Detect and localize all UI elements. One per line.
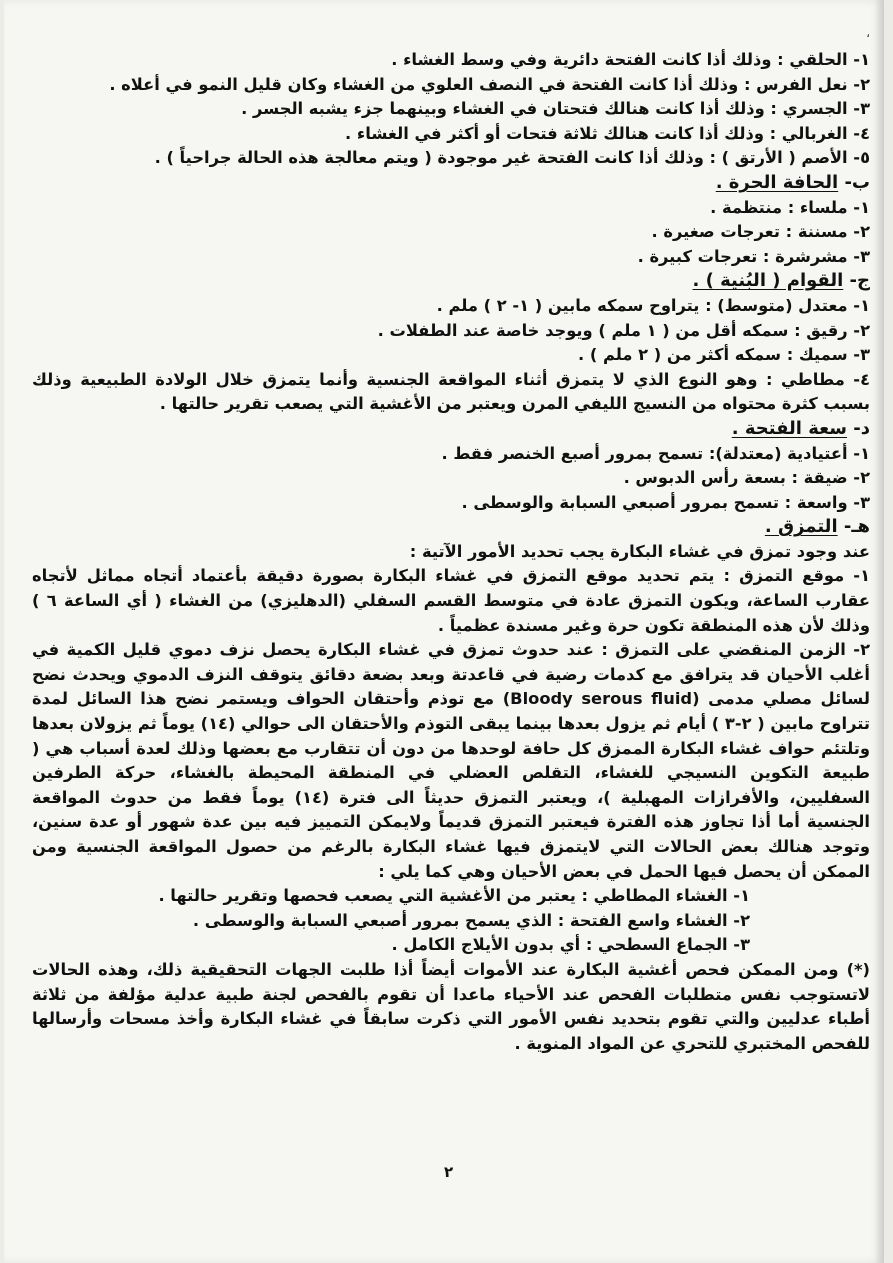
heading-title: سعة الفتحة . — [731, 417, 848, 439]
paragraph-text: مع توذم وأحتقان الحواف ويستمر نضح هذا السائل لمدة تتراوح مابين ( ٢-٣ ) أيام ثم يزول بعدها بينما يبقى التوذم والأحتقان الى حوالي (١٤) يوماً ثم يزولان بعدها وتلتئم حواف غشاء البكارة الممزق كل حافة لوحدها من دون أن تتقارب مع بعضها وذلك لعدة أسباب هي ( طبيعة التكوين النسيجي للغشاء، التقلص العضلي في المنطقة المحيطة بالغشاء، حركة الطرفين السفليين، والأفرازات المهبلية )، ويعتبر التمزق حديثاً الى فترة (١٤) يوماً فقط من حدوث المواقعة الجنسية أما أذا تجاوز هذه الفترة فيعتبر التمزق قديماً ولايمكن التمييز فيه بين عدة شهور أو عدة سنين، وتوجد هنالك بعض الحالات التي لايتمزق فيها غشاء البكارة بالرغم من حصول المواقعة الجنسية ومن الممكن أن يحصل فيها الحمل في بعض الأحيان وهي كما يلي : — [32, 689, 871, 881]
heading-title: الحافة الحرة . — [715, 171, 839, 193]
list-item: ١- الغشاء المطاطي : يعتبر من الأغشية التي يصعب فحصها وتقرير حالتها . — [158, 886, 750, 906]
heading-prefix: ج- — [843, 270, 870, 292]
section-heading-opening-width — [32, 417, 870, 442]
english-term: (Bloody serous fluid) — [502, 689, 700, 709]
list-item: ٢- رقيق : سمكه أقل من ( ١ ملم ) ويوجد خاصة عند الطفلات . — [377, 320, 870, 340]
tear-location-paragraph: ١- موقع التمزق : يتم تحديد موقع التمزق في غشاء البكارة بصورة دقيقة بأعتماد أتجاه مماثل لأتجاه عقارب الساعة، ويكون التمزق عادة في متوسط القسم السفلي (الدهليزي) من الغشاء ( أي الساعة ٦ ) وذلك لأن هذه المنطقة تكون حرة وغير مسندة عظمياً . — [32, 566, 871, 635]
list-item: ٢- ضيقة : بسعة رأس الدبوس . — [623, 468, 870, 488]
page-number: ٢ — [444, 1163, 454, 1181]
list-item: ٣- مشرشرة : تعرجات كبيرة . — [637, 246, 870, 266]
section-heading-tear — [32, 515, 870, 540]
heading-title: التمزق . — [764, 516, 838, 538]
tear-intro: عند وجود تمزق في غشاء البكارة يجب تحديد الأمور الآتية : — [409, 541, 870, 561]
list-item: ٢- نعل الفرس : وذلك أذا كانت الفتحة في النصف العلوي من الغشاء وكان قليل النمو في أعلاه . — [109, 74, 870, 94]
list-item: ٤- الغربالي : وذلك أذا كانت هنالك ثلاثة فتحات أو أكثر في الغشاء . — [345, 123, 870, 143]
section-heading-texture — [32, 269, 870, 294]
list-item: ١- الحلقي : وذلك أذا كانت الفتحة دائرية وفي وسط الغشاء . — [391, 50, 870, 69]
tear-time-paragraph — [32, 638, 870, 884]
opening-types-list — [32, 48, 870, 171]
list-item: ٣- الجسري : وذلك أذا كانت هنالك فتحتان في الغشاء وبينهما جزء يشبه الجسر . — [241, 99, 870, 119]
list-item: ١- ملساء : منتظمة . — [710, 197, 870, 217]
section-heading-free-edge — [32, 171, 870, 196]
document-body — [32, 48, 870, 1056]
list-item: ٢- مسننة : تعرجات صغيرة . — [651, 222, 870, 242]
note-paragraph: (*) ومن الممكن فحص أغشية البكارة عند الأموات أيضاً أذا طلبت الجهات التحقيقية ذلك، وهذه الحالات لاتستوجب نفس متطلبات الفحص عند الأحياء ماعدا أن تقوم بالفحص لجنة طبية عدلية مؤلفة من ثلاثة أطباء عدليين والتي تقوم بتحديد نفس الأمور التي ذكرت سابقاً في غشاء البكارة وأخذ مسحات وأرسالها للفحص المختبري للتحري عن المواد المنوية . — [32, 959, 870, 1053]
list-item: ٢- الغشاء واسع الفتحة : الذي يسمح بمرور أصبعي السبابة والوسطى . — [192, 910, 750, 930]
heading-prefix: هـ- — [837, 516, 870, 538]
list-item: ٤- مطاطي : وهو النوع الذي لا يتمزق أثناء المواقعة الجنسية وأنما يتمزق خلال الولادة الطبيعية وذلك بسبب كثرة محتواه من النسيج الليفي المرن ويعتبر من الأغشية التي يصعب تقرير حالتها . — [32, 369, 870, 414]
paragraph-text: ٢- الزمن المنقضي على التمزق : عند حدوث تمزق في غشاء البكارة يحصل نزف دموي قليل الكمية في أغلب الأحيان قد يترافق مع كدمات رضية في قاعدتة وبعد بضعة دقائق يتوقف النزف الدموي ويحدث نضح لسائل مصلي مدمى — [32, 640, 870, 709]
list-item: ٣- الجماع السطحي : أي بدون الأيلاج الكامل . — [391, 935, 750, 955]
document-page — [4, 0, 884, 1263]
corner-mark: ، — [866, 26, 870, 40]
heading-title: القوام ( البُنية ) . — [692, 270, 844, 292]
list-item: ٥- الأصم ( الأرتق ) : وذلك أذا كانت الفتحة غير موجودة ( ويتم معالجة هذه الحالة جراحياً ) . — [154, 148, 870, 168]
list-item: ٣- سميك : سمكه أكثر من ( ٢ ملم ) . — [578, 345, 870, 365]
heading-prefix: ب- — [838, 171, 870, 193]
heading-prefix: د- — [847, 417, 870, 439]
list-item: ٣- واسعة : تسمح بمرور أصبعي السبابة والوسطى . — [461, 492, 870, 512]
list-item: ١- أعتيادية (معتدلة): تسمح بمرور أصبع الخنصر فقط . — [441, 443, 870, 463]
list-item: ١- معتدل (متوسط) : يتراوح سمكه مابين ( ١- ٢ ) ملم . — [436, 295, 870, 315]
